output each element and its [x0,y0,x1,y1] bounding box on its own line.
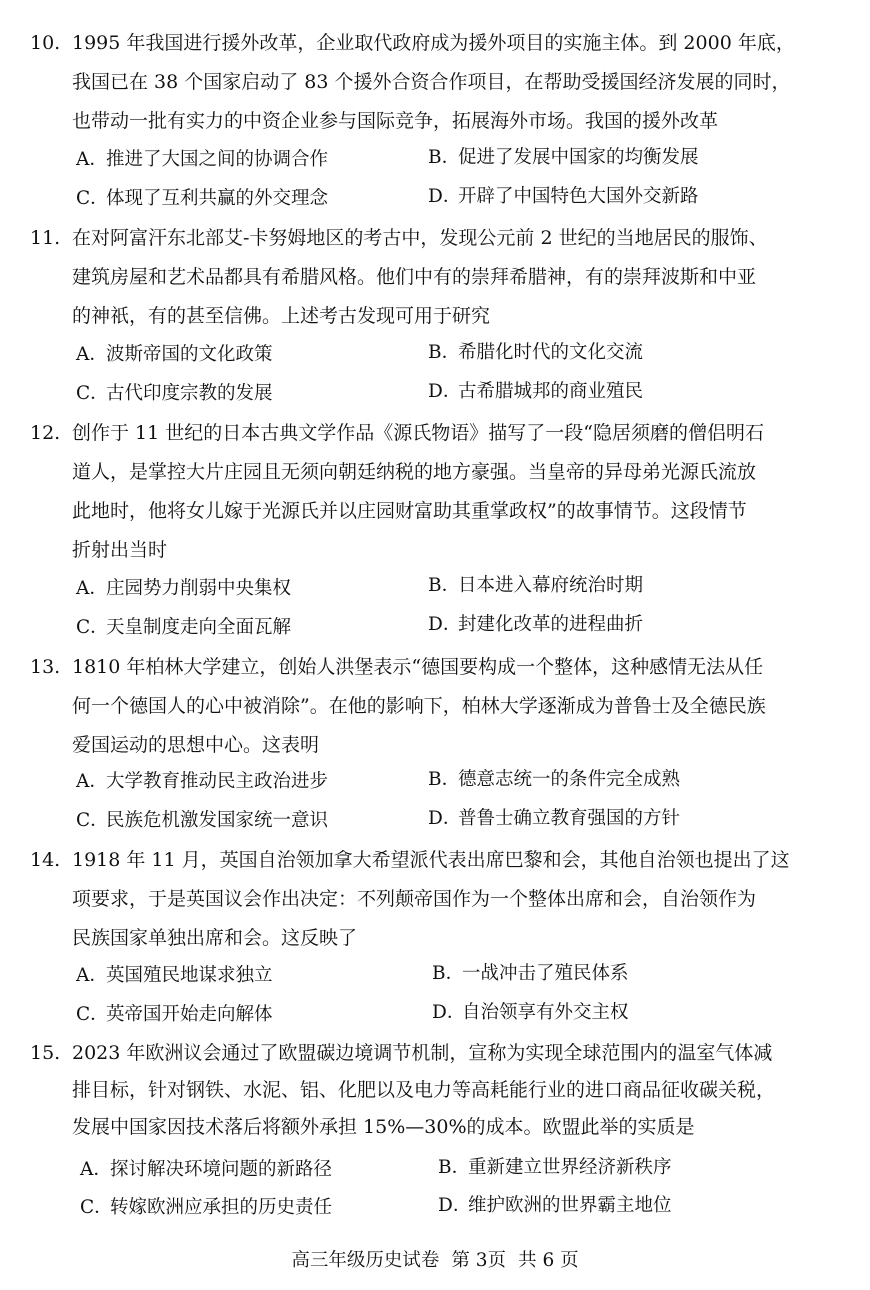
question-stem-line: 爱国运动的思想中心。这表明 [72,734,320,756]
question-stem-line: 也带动一批有实力的中资企业参与国际竞争，拓展海外市场。我国的援外改革 [72,110,719,132]
page-footer [0,1248,870,1274]
option-c: C．英帝国开始走向解体 [76,1004,273,1025]
option-b: B．促进了发展中国家的均衡发展 [428,147,699,168]
question-number: 11. [30,227,61,249]
footer-title: 高三年级历史试卷 [291,1250,440,1271]
option-c: C．天皇制度走向全面瓦解 [76,617,292,638]
question-stem-line: 发展中国家因技术落后将额外承担 15%—30%的成本。欧盟此举的实质是 [72,1116,695,1138]
question-stem-line: 民族国家单独出席和会。这反映了 [72,927,358,949]
option-c: C．民族危机激发国家统一意识 [76,810,329,831]
question-stem-line: 的神祇，有的甚至信佛。上述考古发现可用于研究 [72,305,491,327]
option-b: B．一战冲击了殖民体系 [432,963,629,984]
option-c: C．转嫁欧洲应承担的历史责任 [80,1197,333,1218]
question-stem-line: 在对阿富汗东北部艾-卡努姆地区的考古中，发现公元前 2 世纪的当地居民的服饰、 [72,227,768,249]
option-d: D．开辟了中国特色大国外交新路 [428,186,699,207]
question-stem-line: 1918 年 11 月，英国自治领加拿大希望派代表出席巴黎和会，其他自治领也提出了这 [72,849,790,871]
question-stem-line: 折射出当时 [72,539,168,561]
footer-total-pages: 共 6 页 [518,1250,579,1271]
option-a: A．英国殖民地谋求独立 [76,965,273,986]
question-stem-line: 此地时，他将女儿嫁于光源氏并以庄园财富助其重掌政权”的故事情节。这段情节 [72,500,747,522]
option-b: B．德意志统一的条件完全成熟 [428,769,681,790]
option-a: A．探讨解决环境问题的新路径 [80,1159,333,1180]
question-stem-line: 1995 年我国进行援外改革，企业取代政府成为援外项目的实施主体。到 2000 年底， [72,32,795,54]
option-b: B．希腊化时代的文化交流 [428,342,644,363]
option-d: D．古希腊城邦的商业殖民 [428,381,644,402]
question-stem-line: 项要求，于是英国议会作出决定：不列颠帝国作为一个整体出席和会，自治领作为 [72,888,757,910]
question-number: 12. [30,422,61,444]
option-b: B．日本进入幕府统治时期 [428,575,644,596]
option-d: D．封建化改革的进程曲折 [428,614,644,635]
question-number: 15. [30,1042,61,1064]
option-b: B．重新建立世界经济新秩序 [438,1157,672,1178]
question-stem-line: 建筑房屋和艺术品都具有希腊风格。他们中有的崇拜希腊神，有的崇拜波斯和中亚 [72,266,757,288]
option-c: C．古代印度宗教的发展 [76,383,273,404]
footer-page-number: 第 3页 [451,1250,507,1271]
option-d: D．维护欧洲的世界霸主地位 [438,1195,672,1216]
option-d: D．自治领享有外交主权 [432,1002,629,1023]
question-stem-line: 何一个德国人的心中被消除”。在他的影响下，柏林大学逐渐成为普鲁士及全德民族 [72,695,766,717]
option-c: C．体现了互利共赢的外交理念 [76,188,329,209]
option-a: A．波斯帝国的文化政策 [76,344,273,365]
question-stem-line: 创作于 11 世纪的日本古典文学作品《源氏物语》描写了一段“隐居须磨的僧侣明石 [72,422,764,444]
question-stem-line: 我国已在 38 个国家启动了 83 个援外合资合作项目，在帮助受援国经济发展的同时， [72,71,791,93]
question-stem-line: 排目标，针对钢铁、水泥、铝、化肥以及电力等高耗能行业的进口商品征收碳关税， [72,1079,776,1101]
option-d: D．普鲁士确立教育强国的方针 [428,808,681,829]
option-a: A．大学教育推动民主政治进步 [76,771,329,792]
question-stem-line: 1810 年柏林大学建立，创始人洪堡表示“德国要构成一个整体，这种感情无法从任 [72,656,764,678]
question-stem-line: 2023 年欧洲议会通过了欧盟碳边境调节机制，宣称为实现全球范围内的温室气体减 [72,1042,773,1064]
question-number: 14. [30,849,61,871]
option-a: A．庄园势力削弱中央集权 [76,578,292,599]
question-number: 13. [30,656,61,678]
question-number: 10. [30,32,61,54]
option-a: A．推进了大国之间的协调合作 [76,149,329,170]
question-stem-line: 道人，是掌控大片庄园且无须向朝廷纳税的地方豪强。当皇帝的异母弟光源氏流放 [72,461,757,483]
